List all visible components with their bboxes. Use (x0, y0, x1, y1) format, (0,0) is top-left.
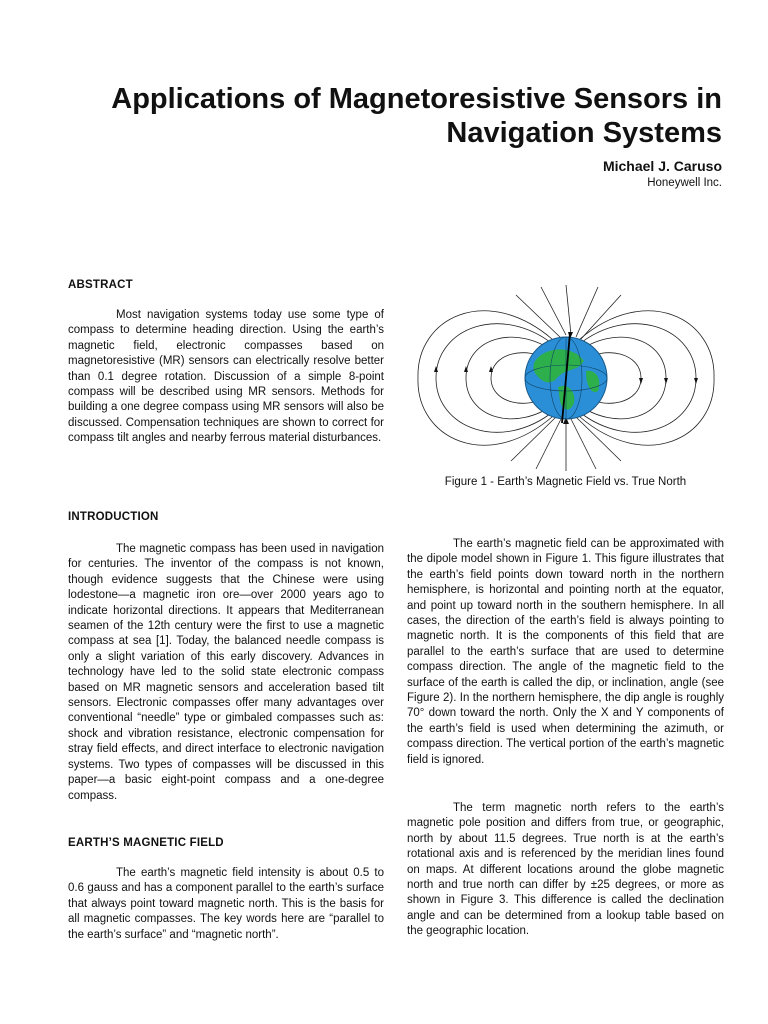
magnetic-north-paragraph: The term magnetic north refers to the earth’s magnetic pole position and differs from true, or geographic, north by about 11.5 degrees. True north is at the earth’s rotational axis and is referenced by the meridian lines found on maps. At different locations around the globe magnetic north and true north can differ by ±25 degrees, or more as shown in Figure 3. This difference is called the declination angle and can be determined from a lookup table based on the geographic location. (407, 802, 724, 938)
earth-magnetic-field-figure (416, 283, 716, 473)
earth-field-heading: EARTH’S MAGNETIC FIELD (68, 837, 224, 849)
abstract-text: Most navigation systems today use some type of compass to determine heading direction. Using the earth’s magnetic field, electronic compasses based on magnetoresistive (MR) sensors can electrically resolve better than 0.1 degree rotation. Discussion of a simple 8-point compass will be described using MR sensors. Methods for building a one degree compass using MR sensors will also be discussed. Compensation techniques are shown to correct for compass tilt angles and nearby ferrous material disturbances. (68, 309, 384, 445)
introduction-heading: INTRODUCTION (68, 511, 159, 523)
figure-caption: Figure 1 - Earth’s Magnetic Field vs. True North (444, 476, 687, 488)
abstract-heading: ABSTRACT (68, 279, 133, 291)
dipole-paragraph: The earth’s magnetic field can be approximated with the dipole model shown in Figure 1. This figure illustrates that the earth’s field points down toward north in the northern hemisphere, is horizontal and pointing north at the equator, and point up toward north in the southern hemisphere. In all cases, the direction of the earth’s field is always pointing to magnetic north. It is the components of this field that are parallel to the earth’s surface that are used to determine compass direction. The angle of the magnetic field to the surface of the earth is called the dip, or inclination, angle (see Figure 2). In the northern hemisphere, the dip angle is roughly 70° down toward the north. Only the X and Y components of the earth’s field is used when determining the azimuth, or compass direction. The vertical portion of the earth’s magnetic field is ignored. (407, 538, 724, 766)
earth-field-text: The earth’s magnetic field intensity is about 0.5 to 0.6 gauss and has a component parallel to the earth’s surface that always point toward magnetic north. This is the basis for all magnetic compasses. The key words here are “parallel to the earth’s surface” and “magnetic north”. (68, 867, 384, 941)
author-affiliation: Honeywell Inc. (647, 177, 722, 189)
paper-title: Applications of Magnetoresistive Sensors in Navigation Systems (111, 83, 722, 149)
introduction-text: The magnetic compass has been used in navigation for centuries. The inventor of the compass is not known, though evidence suggests that the Chinese were using lodestone—a magnetic iron ore—over 2000 years ago to indicate horizontal directions. It appears that Mediterranean seamen of the 12th century were the first to use a magnetic compass at sea [1]. Today, the balanced needle compass is only a slight variation of this early discovery. Advances in technology have led to the solid state electronic compass based on MR magnetic sensors and acceleration based tilt sensors. Electronic compasses offer many advantages over conventional “needle” type or gimbaled compasses such as: shock and vibration resistance, electronic compensation for stray field effects, and direct interface to electronic navigation systems. Two types of compasses will be discussed in this paper—a basic eight-point compass and a one-degree compass. (68, 543, 384, 802)
author-name: Michael J. Caruso (602, 158, 722, 174)
